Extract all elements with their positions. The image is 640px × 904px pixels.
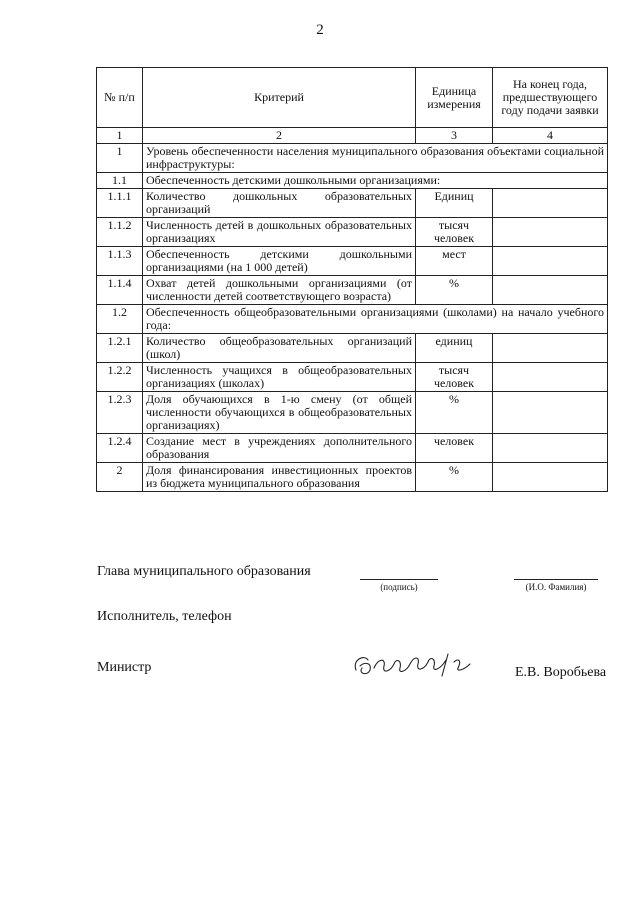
table-row (97, 218, 608, 247)
row-criterion: Уровень обеспеченности населения муниципального образования объектами социальной инфраструктуры: (143, 144, 608, 173)
header-value: На конец года, предшествующего году подачи заявки (493, 68, 608, 128)
row-criterion: Доля обучающихся в 1-ю смену (от общей численности обучающихся в общеобразовательных организациях) (143, 392, 416, 434)
row-value (493, 434, 608, 463)
row-value (493, 247, 608, 276)
criteria-table (96, 67, 608, 492)
header-criterion: Критерий (143, 68, 416, 128)
table-row (97, 434, 608, 463)
row-unit: тысяч человек (416, 218, 493, 247)
row-unit: Единиц (416, 189, 493, 218)
column-number-row (97, 128, 608, 144)
row-value (493, 463, 608, 492)
minister-label: Министр (97, 660, 152, 675)
header-num: № п/п (97, 68, 143, 128)
row-value (493, 276, 608, 305)
table-body (97, 144, 608, 492)
row-unit: тысяч человек (416, 363, 493, 392)
table-row (97, 189, 608, 218)
colnum-4: 4 (493, 128, 608, 144)
row-criterion: Обеспеченность общеобразовательными организациями (школами) на начало учебного года: (143, 305, 608, 334)
row-value (493, 392, 608, 434)
row-criterion: Количество дошкольных образовательных организаций (143, 189, 416, 218)
row-criterion: Обеспеченность детскими дошкольными организациями: (143, 173, 608, 189)
header-unit: Единица измерения (416, 68, 493, 128)
row-criterion: Численность детей в дошкольных образовательных организациях (143, 218, 416, 247)
colnum-3: 3 (416, 128, 493, 144)
name-caption: (И.О. Фамилия) (525, 582, 587, 592)
table-row (97, 334, 608, 363)
table-row (97, 363, 608, 392)
row-number: 1.1 (97, 173, 143, 189)
row-number: 1.2.2 (97, 363, 143, 392)
row-criterion: Обеспеченность детскими дошкольными организациями (на 1 000 детей) (143, 247, 416, 276)
row-unit: человек (416, 434, 493, 463)
handwritten-signature (350, 646, 480, 680)
row-number: 1.2.4 (97, 434, 143, 463)
row-value (493, 363, 608, 392)
row-number: 1 (97, 144, 143, 173)
row-number: 1.2 (97, 305, 143, 334)
row-value (493, 334, 608, 363)
row-unit: % (416, 276, 493, 305)
name-line (514, 579, 598, 580)
page-number: 2 (316, 22, 324, 38)
row-criterion: Доля финансирования инвестиционных проектов из бюджета муниципального образования (143, 463, 416, 492)
head-label: Глава муниципального образования (97, 564, 311, 579)
row-criterion: Создание мест в учреждениях дополнительного образования (143, 434, 416, 463)
table-header-row (97, 68, 608, 128)
row-number: 1.1.2 (97, 218, 143, 247)
signature-caption: (подпись) (380, 582, 418, 592)
row-criterion: Количество общеобразовательных организаций (школ) (143, 334, 416, 363)
row-value (493, 189, 608, 218)
row-unit: % (416, 392, 493, 434)
table-row (97, 305, 608, 334)
table-row (97, 392, 608, 434)
row-number: 1.1.4 (97, 276, 143, 305)
colnum-1: 1 (97, 128, 143, 144)
row-value (493, 218, 608, 247)
row-number: 1.1.3 (97, 247, 143, 276)
colnum-2: 2 (143, 128, 416, 144)
row-unit: мест (416, 247, 493, 276)
row-number: 1.2.3 (97, 392, 143, 434)
row-unit: % (416, 463, 493, 492)
executor-label: Исполнитель, телефон (97, 609, 232, 624)
row-criterion: Охват детей дошкольными организациями (от численности детей соответствующего возраста) (143, 276, 416, 305)
row-number: 1.1.1 (97, 189, 143, 218)
table-row (97, 463, 608, 492)
row-number: 1.2.1 (97, 334, 143, 363)
row-unit: единиц (416, 334, 493, 363)
minister-name: Е.В. Воробьева (515, 665, 607, 680)
table-row (97, 276, 608, 305)
table-row (97, 144, 608, 173)
table-row (97, 247, 608, 276)
row-number: 2 (97, 463, 143, 492)
table-row (97, 173, 608, 189)
signature-line (360, 579, 438, 580)
row-criterion: Численность учащихся в общеобразовательных организациях (школах) (143, 363, 416, 392)
